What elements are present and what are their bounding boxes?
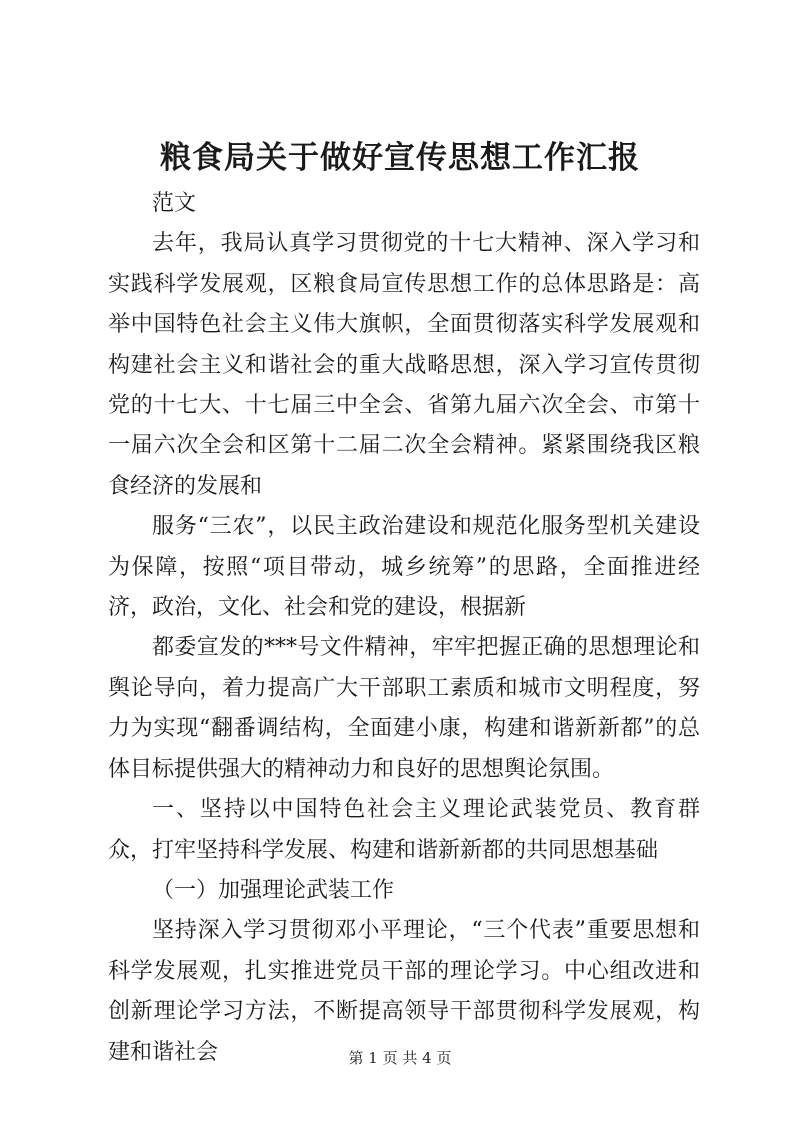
paragraph-theory: 坚持深入学习贯彻邓小平理论，“三个代表”重要思想和科学发展观，扎实推进党员干部的理论学习。中心组改进和创新理论学习方法，不断提高领导干部贯彻科学发展观，构建和谐社会 [108, 918, 700, 1065]
paragraph-guidance: 都委宣发的***号文件精神，牢牢把握正确的思想理论和舆论导向，着力提高广大干部职工素质和城市文明程度，努力为实现“翻番调结构，全面建小康，构建和谐新新都”的总体目标提供强大的精神动力和良好的思想舆论氛围。 [108, 635, 700, 782]
document-body [108, 184, 700, 1073]
subsection-heading-1: （一）加强理论武装工作 [152, 877, 395, 903]
document-title: 粮食局关于做好宣传思想工作汇报 [160, 140, 640, 176]
paragraph-label: 范文 [152, 191, 197, 216]
page-footer: 第 1 页 共 4 页 [348, 1049, 452, 1067]
section-heading-1: 一、坚持以中国特色社会主义理论武装党员、教育群众，打牢坚持科学发展、构建和谐新新都的共同思想基础 [108, 797, 700, 863]
paragraph-intro: 去年，我局认真学习贯彻党的十七大精神、深入学习和实践科学发展观，区粮食局宣传思想工作的总体思路是：高举中国特色社会主义伟大旗帜，全面贯彻落实科学发展观和构建社会主义和谐社会的重大战略思想，深入学习宣传贯彻党的十七大、十七届三中全会、省第九届六次全会、市第十一届六次全会和区第十二届二次全会精神。紧紧围绕我区粮食经济的发展和 [108, 231, 700, 499]
paragraph-service: 服务“三农”，以民主政治建设和规范化服务型机关建设为保障，按照“项目带动，城乡统筹”的思路，全面推进经济，政治，文化、社会和党的建设，根据新 [108, 514, 700, 621]
